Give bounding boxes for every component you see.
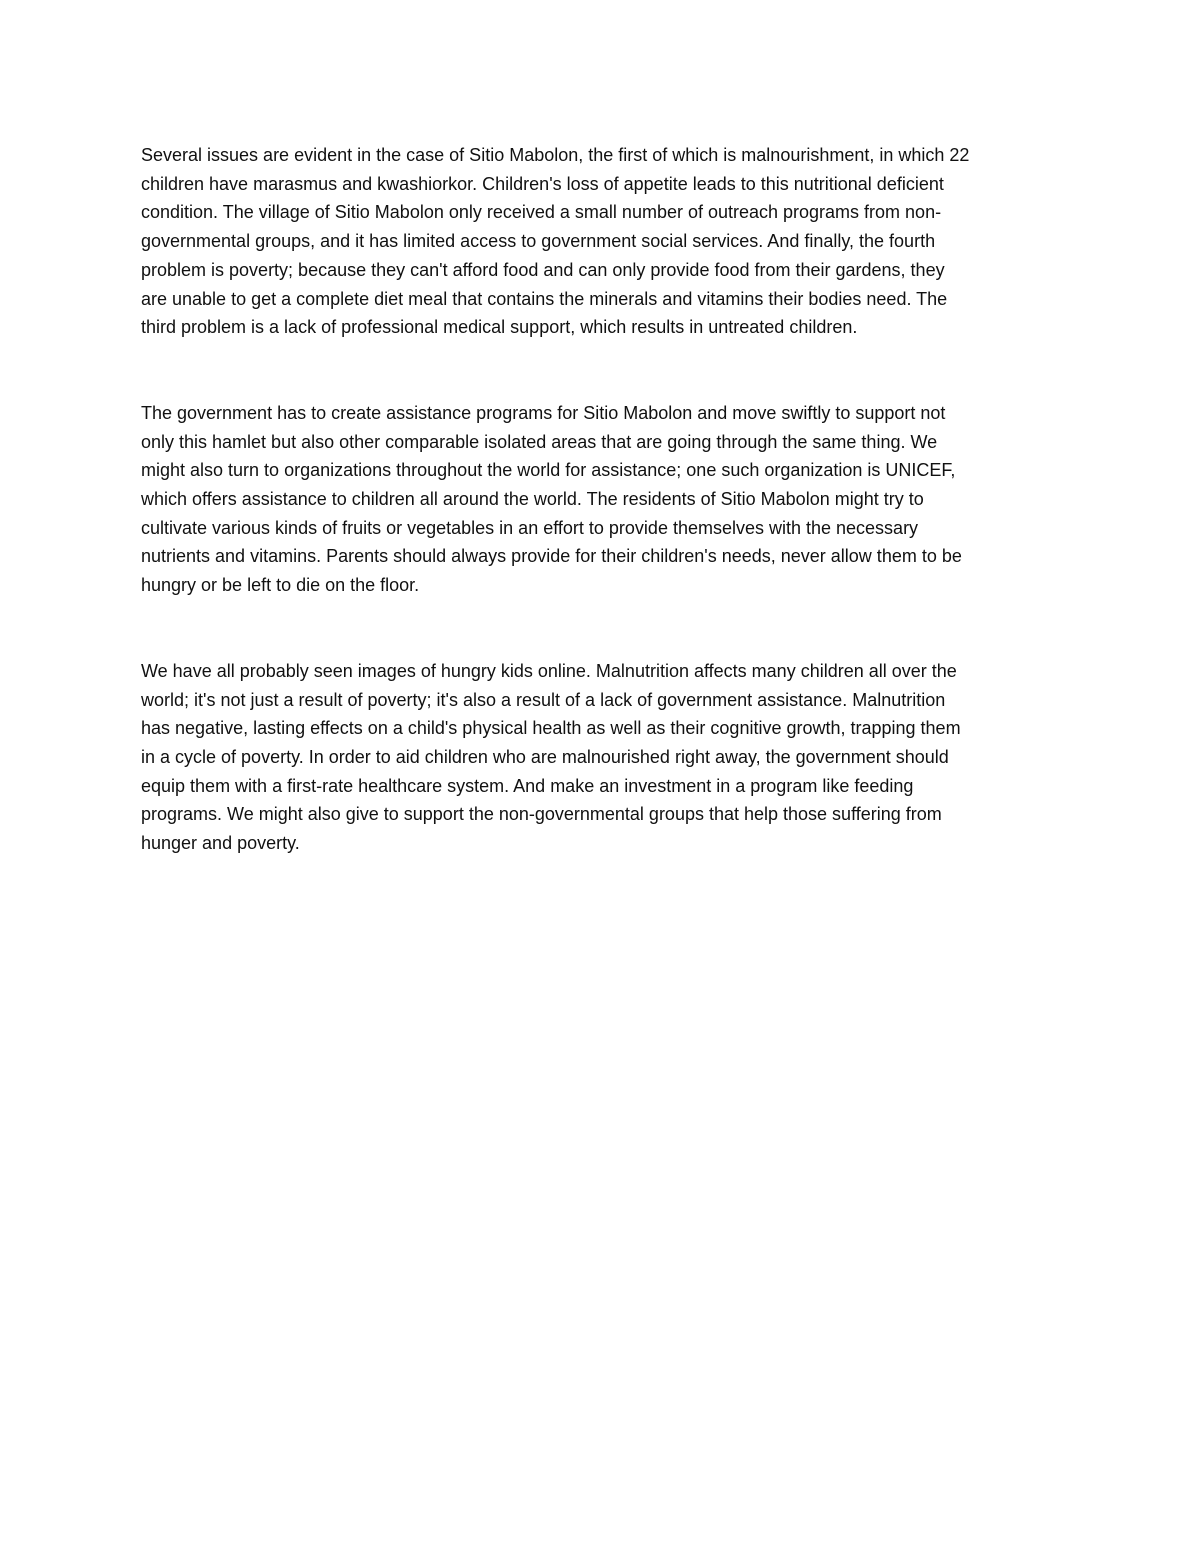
- text-line: Several issues are evident in the case of Sitio Mabolon, the first of which is malnourishment, in which 22: [141, 145, 970, 165]
- text-line: are unable to get a complete diet meal that contains the minerals and vitamins their bodies need. The: [141, 288, 948, 309]
- text-line: which offers assistance to children all around the world. The residents of Sitio Mabolon might try to: [141, 489, 924, 510]
- text-line: hunger and poverty.: [141, 833, 300, 854]
- text-line: third problem is a lack of professional medical support, which results in untreated children.: [141, 317, 858, 338]
- document-body: [141, 141, 1053, 915]
- paragraph-2: [141, 399, 1053, 600]
- text-line: condition. The village of Sitio Mabolon only received a small number of outreach programs from non-: [141, 202, 942, 223]
- text-line: has negative, lasting effects on a child's physical health as well as their cognitive growth, trapping them: [141, 718, 961, 739]
- text-line: only this hamlet but also other comparable isolated areas that are going through the same thing. We: [141, 431, 938, 452]
- text-line: cultivate various kinds of fruits or vegetables in an effort to provide themselves with the necessary: [141, 517, 919, 538]
- text-line: might also turn to organizations throughout the world for assistance; one such organization is UNICEF,: [141, 460, 956, 481]
- text-line: in a cycle of poverty. In order to aid children who are malnourished right away, the government should: [141, 746, 949, 767]
- paragraph-1: [141, 141, 1053, 342]
- text-line: nutrients and vitamins. Parents should always provide for their children's needs, never allow them to be: [141, 546, 962, 567]
- text-line: problem is poverty; because they can't afford food and can only provide food from their gardens, they: [141, 259, 945, 280]
- text-line: world; it's not just a result of poverty; it's also a result of a lack of government assistance. Malnutrition: [141, 689, 946, 710]
- text-line: The government has to create assistance programs for Sitio Mabolon and move swiftly to support not: [141, 402, 946, 423]
- text-line: We have all probably seen images of hungry kids online. Malnutrition affects many children all over the: [141, 660, 957, 681]
- text-line: hungry or be left to die on the floor.: [141, 575, 420, 596]
- paragraph-3: [141, 657, 1053, 858]
- text-line: governmental groups, and it has limited access to government social services. And finally, the fourth: [141, 231, 936, 252]
- text-line: programs. We might also give to support the non-governmental groups that help those suffering from: [141, 804, 942, 825]
- text-line: equip them with a first-rate healthcare system. And make an investment in a program like feeding: [141, 775, 914, 796]
- text-line: children have marasmus and kwashiorkor. Children's loss of appetite leads to this nutritional deficient: [141, 173, 944, 194]
